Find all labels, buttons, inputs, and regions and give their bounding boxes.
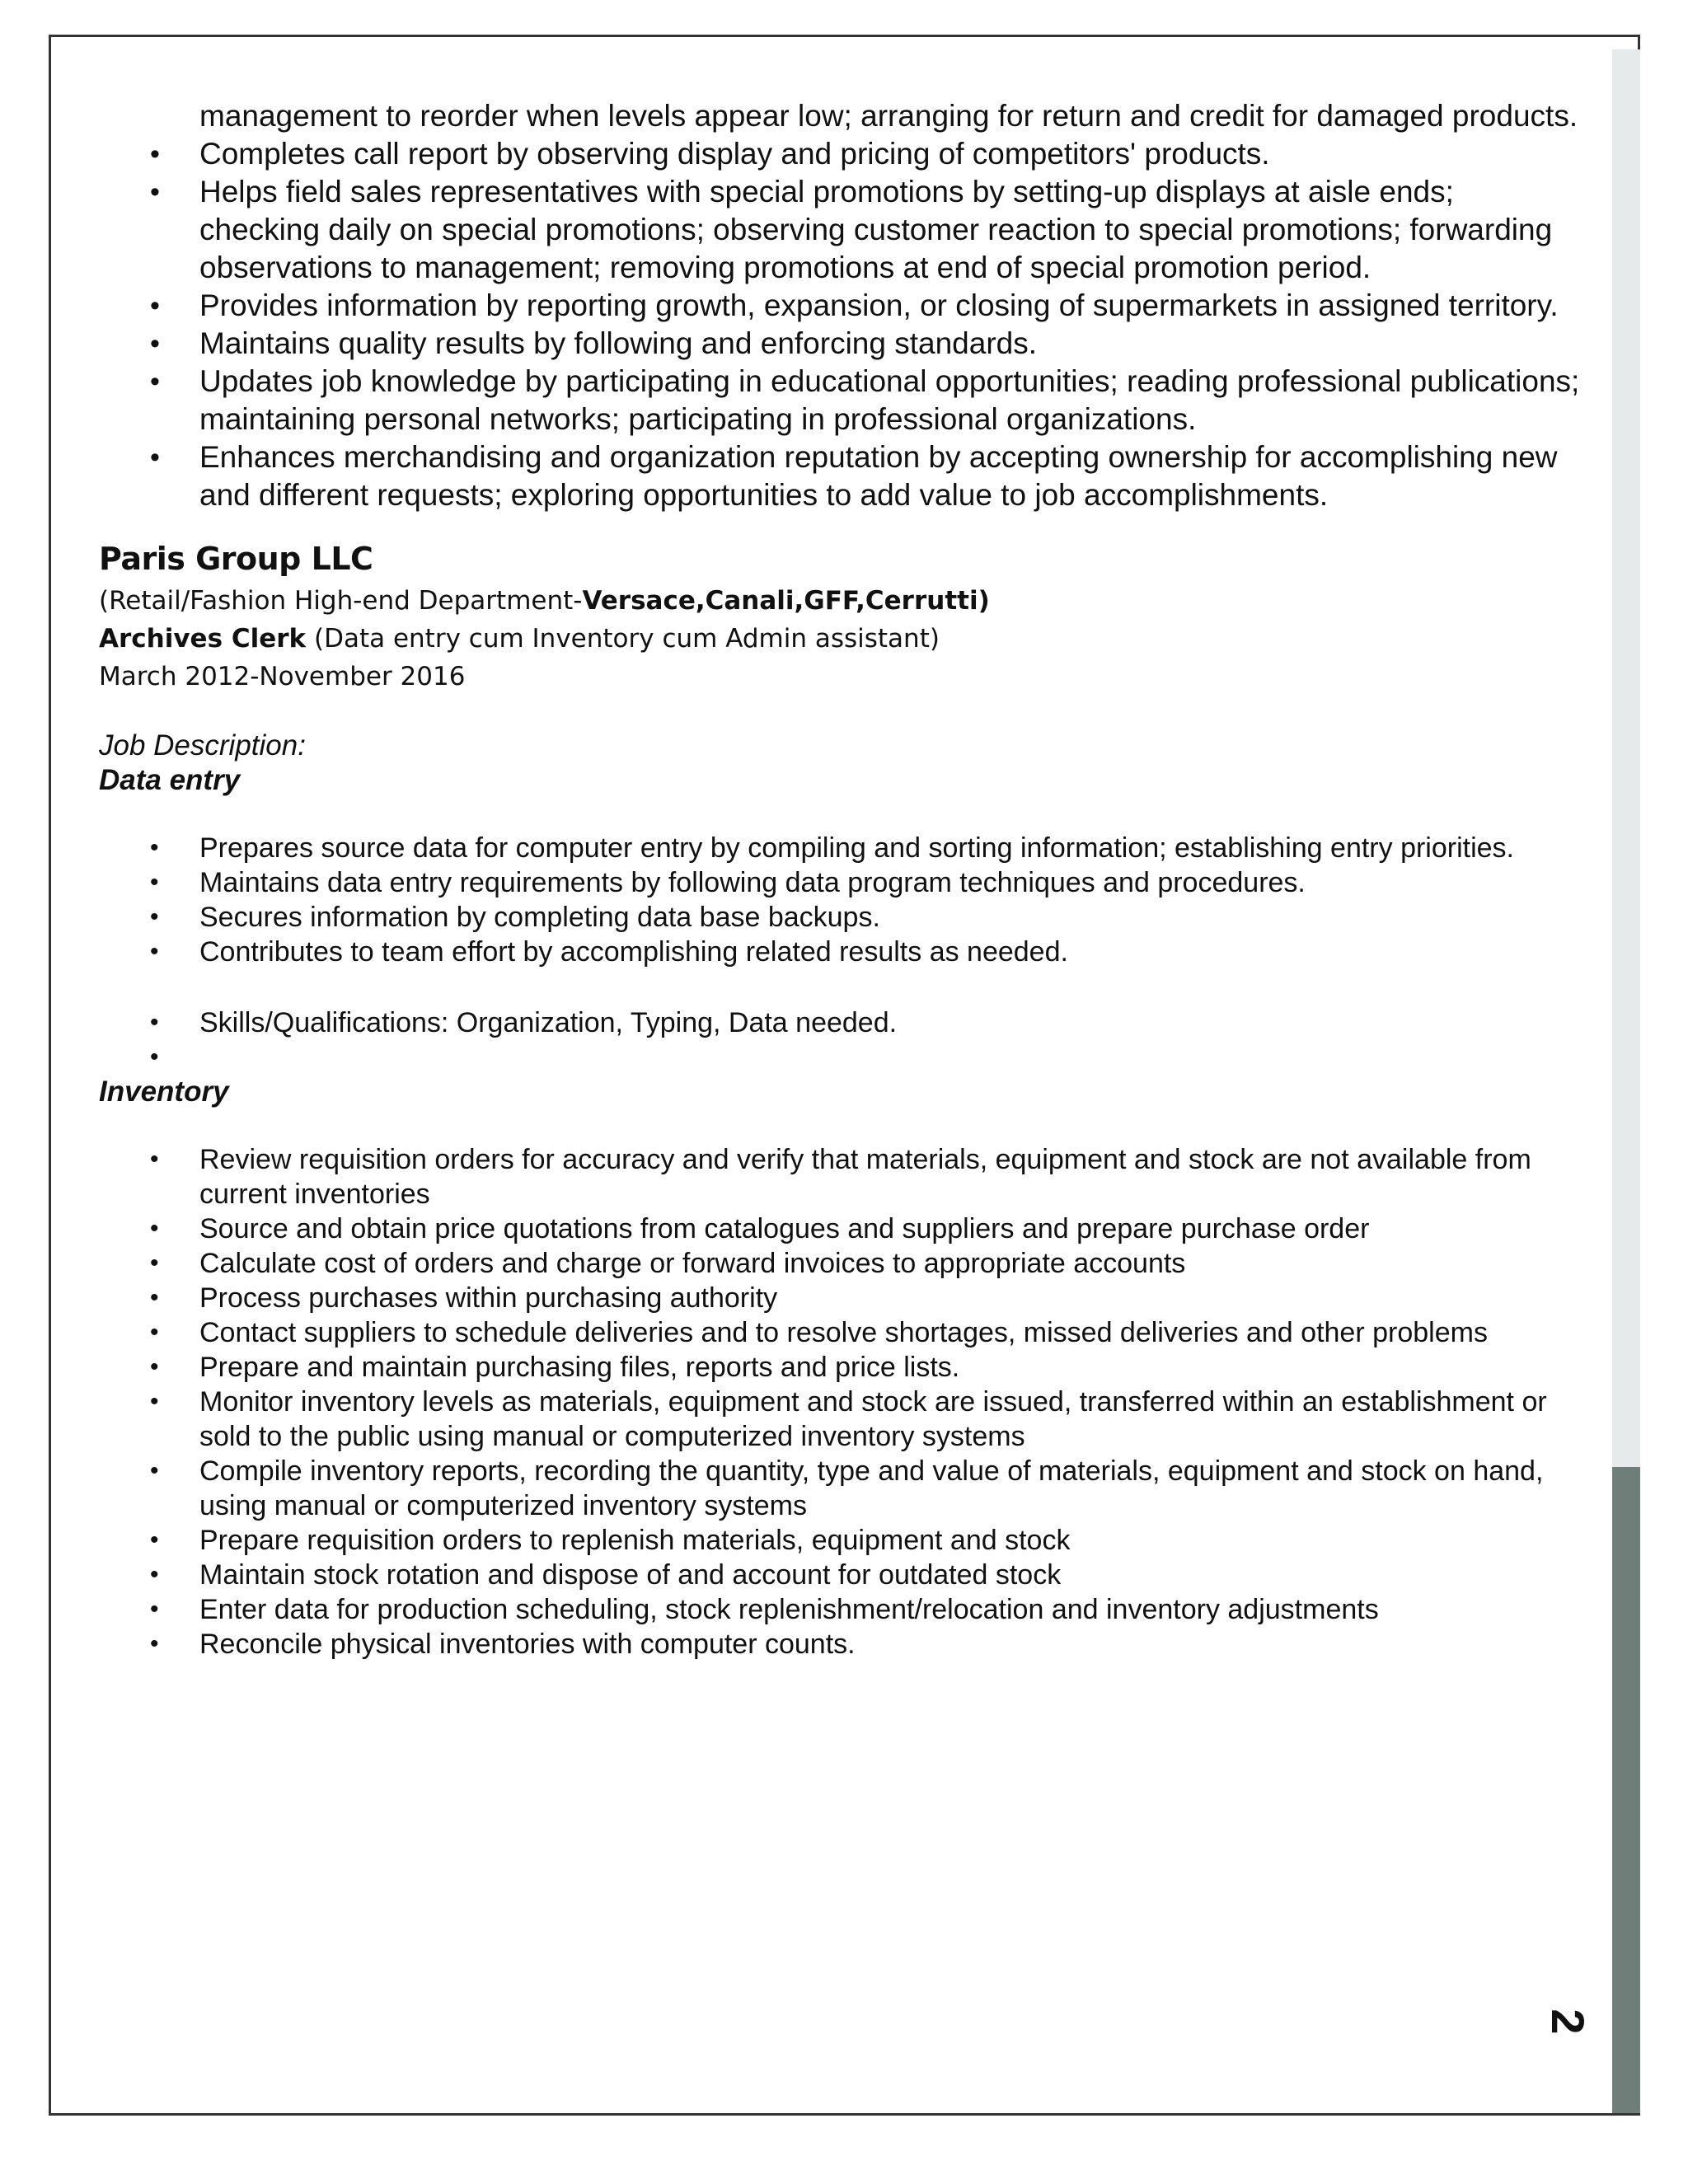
list-item: • Secures information by completing data base backups. — [99, 900, 1582, 935]
company-name: Paris Group LLC — [99, 541, 373, 577]
list-item: • Provides information by reporting growth, expansion, or closing of supermarkets in assigned territory. — [99, 287, 1582, 325]
list-item: • Contributes to team effort by accomplishing related results as needed. — [99, 935, 1582, 969]
list-item: • Maintain stock rotation and dispose of and account for outdated stock — [99, 1558, 1582, 1592]
list-item: • Maintains quality results by following and enforcing standards. — [99, 325, 1582, 363]
intro-bullet-list — [99, 135, 1582, 514]
job-description-label: Job Description: — [99, 729, 306, 762]
list-item: • Review requisition orders for accuracy and verify that materials, equipment and stock are not available from current inventories — [99, 1142, 1582, 1212]
job-title-note: (Data entry cum Inventory cum Admin assistant) — [306, 624, 940, 654]
sidebar-stripe-dark — [1612, 1467, 1640, 2113]
list-item: • Process purchases within purchasing authority — [99, 1281, 1582, 1315]
skills-item: • Skills/Qualifications: Organization, Typing, Data needed. — [99, 1005, 1582, 1040]
list-item: • Helps field sales representatives with special promotions by setting-up displays at aisle ends; checking daily on special promotions; observing customer reaction to special promotions; forwarding observations to management; removing promotions at end of special promotion period. — [99, 173, 1582, 287]
intro-continuation: management to reorder when levels appear low; arranging for return and credit for damaged products. — [199, 99, 1578, 133]
job-title: Archives Clerk — [99, 624, 307, 654]
job-title-line — [99, 620, 1582, 658]
list-item: • Enhances merchandising and organization reputation by accepting ownership for accomplishing new and different requests; exploring opportunities to add value to job accomplishments. — [99, 438, 1582, 514]
list-item: • Enter data for production scheduling, stock replenishment/relocation and inventory adjustments — [99, 1592, 1582, 1627]
list-item: • Source and obtain price quotations from catalogues and suppliers and prepare purchase order — [99, 1212, 1582, 1246]
inventory-bullet-list — [99, 1142, 1582, 1661]
sidebar-stripe-light — [1612, 49, 1640, 1467]
skills-bullet-list — [99, 1005, 1582, 1075]
list-item: • Calculate cost of orders and charge or forward invoices to appropriate accounts — [99, 1246, 1582, 1281]
list-item: • Completes call report by observing display and pricing of competitors' products. — [99, 135, 1582, 173]
list-item: • Contact suppliers to schedule deliveries and to resolve shortages, missed deliveries and other problems — [99, 1315, 1582, 1350]
resume-content — [99, 97, 1582, 1661]
list-item: • Prepares source data for computer entry by compiling and sorting information; establishing entry priorities. — [99, 831, 1582, 865]
list-item: • Prepare and maintain purchasing files, reports and price lists. — [99, 1350, 1582, 1385]
data-entry-heading: Data entry — [99, 764, 241, 796]
list-item: • Reconcile physical inventories with computer counts. — [99, 1627, 1582, 1661]
inventory-heading: Inventory — [99, 1076, 229, 1108]
department-line — [99, 582, 1582, 620]
list-item: • Prepare requisition orders to replenish materials, equipment and stock — [99, 1523, 1582, 1558]
empty-list-item — [99, 1040, 1582, 1075]
page-number: 2 — [1542, 2008, 1594, 2035]
data-entry-bullet-list — [99, 831, 1582, 969]
list-item: • Compile inventory reports, recording the quantity, type and value of materials, equipment and stock on hand, using manual or computerized inventory systems — [99, 1454, 1582, 1523]
list-item: • Updates job knowledge by participating in educational opportunities; reading professional publications; maintaining personal networks; participating in professional organizations. — [99, 363, 1582, 438]
department-prefix: (Retail/Fashion High-end Department- — [99, 586, 583, 616]
list-item: • Maintains data entry requirements by following data program techniques and procedures. — [99, 865, 1582, 900]
list-item: • Monitor inventory levels as materials, equipment and stock are issued, transferred within an establishment or sold to the public using manual or computerized inventory systems — [99, 1385, 1582, 1454]
department-brands: Versace,Canali,GFF,Cerrutti) — [582, 586, 990, 616]
job-dates: March 2012-November 2016 — [99, 662, 466, 691]
